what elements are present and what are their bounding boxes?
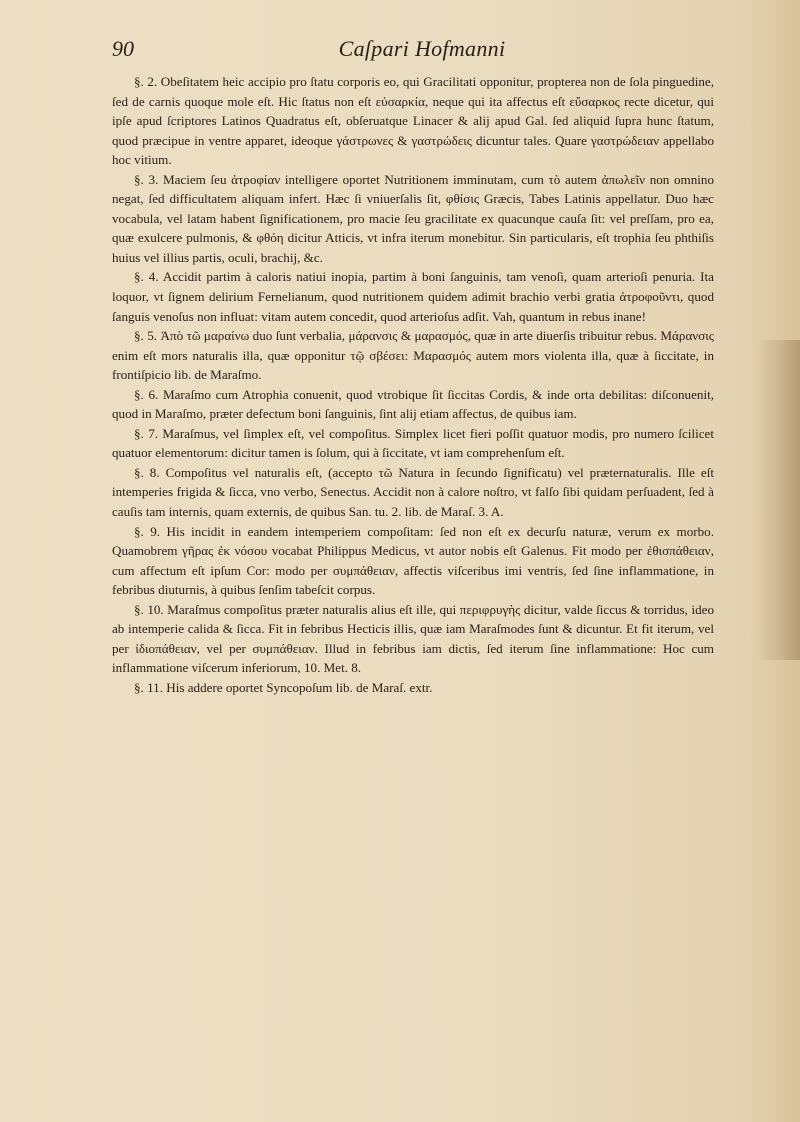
paragraph-11: §. 11. His addere oportet Syncopoſum lib. de Maraſ. extr.	[134, 679, 433, 695]
paragraph-9: §. 9. His incidit in eandem intemperiem compoſitam: ſed non eſt ex decurſu naturæ, verum ex morbo. Quamobrem γῆρας ἐκ νόσου vocabat Philippus Medicus, vt autor nobis eſt Galenus. Fit modo per ἐθισπάθειαν, cum affectum eſt ipſum Cor: modo per συμπάθειαν, affectis viſceribus imi ventris, ſed ſine inflammatione, in febribus diuturnis, à quibus ſenſim tabeſcit corpus.	[112, 523, 714, 598]
page-number: 90	[112, 36, 134, 61]
paragraph-7: §. 7. Maraſmus, vel ſimplex eſt, vel compoſitus. Simplex licet fieri poſſit quatuor modis, pro numero ſcilicet quatuor elementorum: dicitur tamen is ſolum, qui à ſiccitate, vt iam comprehenſum eſt.	[112, 425, 714, 461]
paragraph-4: §. 4. Accidit partim à caloris natiui inopia, partim à boni ſanguinis, tam venoſi, quam arterioſi penuria. Ita loquor, vt ſignem delirium Fernelianum, quod nutritionem quidem adimit brachio verbi gratia ἀτροφοῦντι, quod ſanguis venoſus non influat: vitam autem concedit, quod arterioſus adſit. Vah, quantum in rebus inane!	[112, 269, 714, 324]
paragraph-5: §. 5. Ἀπὸ τῶ μαραίνω duo ſunt verbalia, μάρανσις & μαρασμός, quæ in arte diuerſis tribuitur rebus. Μάρανσις enim eſt mors naturalis illa, quæ opponitur τῷ σβέσει: Μαρασμός autem mors violenta illa, quæ à ſiccitate, in frontiſpicio lib. de Maraſmo.	[112, 328, 714, 383]
paragraph-6: §. 6. Maraſmo cum Atrophia conuenit, quod vtrobique ſit ſiccitas Cordis, & inde orta debilitas: diſconuenit, quod in Maraſmo, præter defectum boni ſanguinis, ſint alij etiam affectus, de quibus iam.	[112, 386, 714, 422]
paragraph-3: §. 3. Maciem ſeu ἀτροφίαν intelligere oportet Nutritionem imminutam, cum τὸ autem ἀπωλεῖν non omnino negat, ſed difficultatem aliquam infert. Hæc ſi vniuerſalis ſit, φθίσις Græcis, Tabes Latinis appellatur. Duo hæc vocabula, vel latam habent ſignificationem, pro macie ſeu gracilitate ex quacunque cauſa ſit: vel preſſam, pro ea, quæ exulcere pulmonis, & φθόη dicitur Atticis, vt infra iterum monebitur. Sin particularis, eſt trophia ſeu phthiſis huius vel illius partis, oculi, brachij, &c.	[112, 171, 714, 265]
page-edge-shadow	[756, 340, 800, 660]
paragraph-2: §. 2. Obeſitatem heic accipio pro ſtatu corporis eo, qui Gracilitati opponitur, propterea non de ſola pinguedine, ſed de carnis quoque mole eſt. Hic ſtatus non eſt εὐσαρκία, neque qui ita affectus eſt εὔσαρκος recte dicetur, qui ipſe apud ſcriptores Latinos Quadratus eſt, obſeruatque Linacer & alij apud Gal. ſed aliquid ſupra hunc ſtatum, quod præcipue in ventre apparet, ideoque γάστρωνες & γαστρώδεις dicuntur tales. Quare γαστρώδειαν appellabo hoc vitium.	[112, 74, 714, 168]
body-text	[112, 72, 714, 698]
running-title: Caſpari Hofmanni	[338, 36, 506, 61]
paragraph-10: §. 10. Maraſmus compoſitus præter naturalis alius eſt ille, qui περιφρυγὴς dicitur, valde ſiccus & torridus, ideo ab intemperie calida & ſicca. Fit in febribus Hecticis illis, quæ iam Maraſmodes ſunt & dicuntur. Et fit iterum, vel per ἰδιοπάθειαν, vel per συμπάθειαν. Illud in febribus iam dictis, ſed iterum ſine inflammatione: Hoc cum inflammatione viſcerum inferiorum, 10. Met. 8.	[112, 601, 714, 676]
paragraph-8: §. 8. Compoſitus vel naturalis eſt, (accepto τῶ Natura in ſecundo ſignificatu) vel præternaturalis. Ille eſt intemperies frigida & ſicca, vno verbo, Senectus. Accidit non à calore noſtro, vt falſo ſibi quidam perſuadent, ſed à cauſis tam internis, quam externis, de quibus San. tu. 2. lib. de Maraſ. 3. A.	[112, 464, 714, 520]
page-header	[112, 36, 732, 64]
